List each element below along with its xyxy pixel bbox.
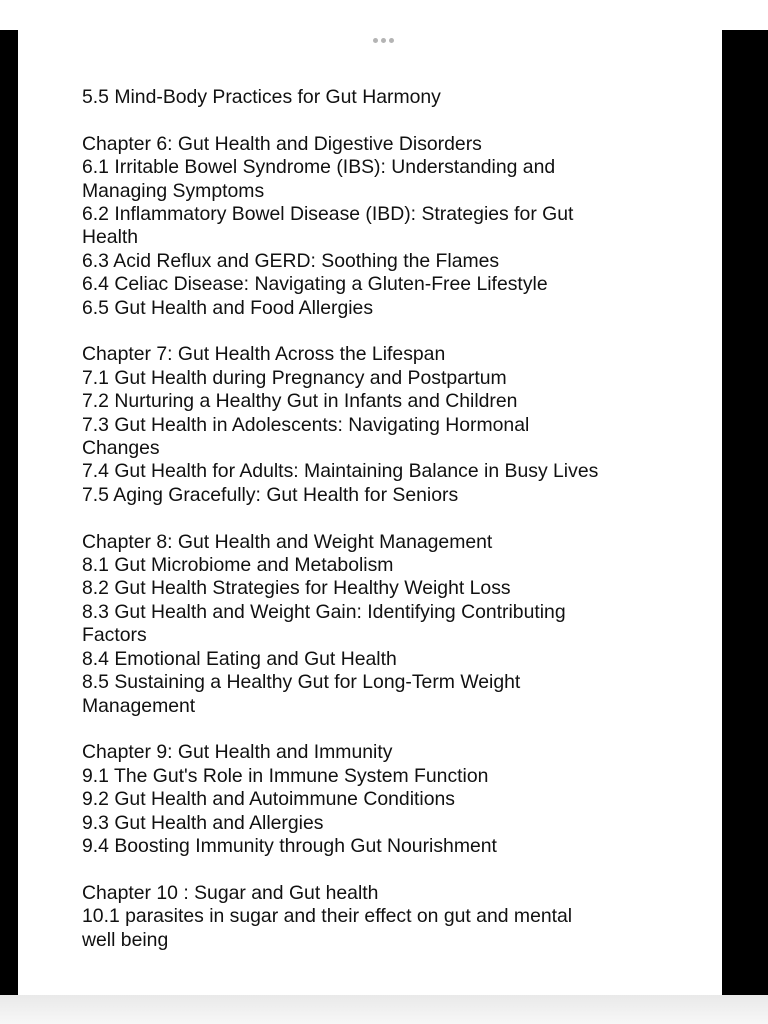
bottom-shade <box>0 995 768 1024</box>
section-title-line: 8.4 Emotional Eating and Gut Health <box>82 647 397 670</box>
toc-entry <box>82 460 702 483</box>
section-title-line: 7.5 Aging Gracefully: Gut Health for Seniors <box>82 483 459 506</box>
section-title-line: 6.1 Irritable Bowel Syndrome (IBS): Understanding and <box>82 156 556 179</box>
section-title-line: 5.5 Mind-Body Practices for Gut Harmony <box>82 86 441 108</box>
section-gap <box>82 109 702 132</box>
section-title-line: Factors <box>82 624 147 647</box>
section-title-line: 9.1 The Gut's Role in Immune System Function <box>82 764 489 787</box>
toc-entry <box>82 273 702 296</box>
chapter-heading <box>82 133 702 156</box>
toc-entry <box>82 367 702 390</box>
section-gap <box>82 858 702 881</box>
chapter-heading <box>82 531 702 554</box>
toc-entry <box>82 390 702 413</box>
section-title-line: 7.4 Gut Health for Adults: Maintaining Balance in Busy Lives <box>82 460 599 483</box>
section-title-line: Health <box>82 226 139 249</box>
section-title-line: 8.5 Sustaining a Healthy Gut for Long-Term Weight <box>82 671 521 694</box>
toc-entry <box>82 905 702 952</box>
toc-entry <box>82 203 702 250</box>
toc-entry <box>82 788 702 811</box>
section-title-line: Changes <box>82 437 160 460</box>
toc-entry <box>82 250 702 273</box>
section-gap <box>82 320 702 343</box>
section-gap <box>82 507 702 530</box>
section-title-line: Management <box>82 694 196 717</box>
chapter-title-line: Chapter 10 : Sugar and Gut health <box>82 881 379 904</box>
section-title-line: 7.3 Gut Health in Adolescents: Navigating Hormonal <box>82 413 530 436</box>
section-title-line: 9.4 Boosting Immunity through Gut Nourishment <box>82 834 497 857</box>
left-border <box>0 30 18 995</box>
chapter-title-line: Chapter 7: Gut Health Across the Lifespan <box>82 343 446 366</box>
section-title-line: 10.1 parasites in sugar and their effect on gut and mental <box>82 905 573 928</box>
dot <box>381 38 386 43</box>
chapter-heading <box>82 882 702 905</box>
chapter-heading <box>82 741 702 764</box>
section-title-line: 6.2 Inflammatory Bowel Disease (IBD): Strategies for Gut <box>82 203 574 226</box>
toc-entry <box>82 812 702 835</box>
section-title-line: 8.3 Gut Health and Weight Gain: Identifying Contributing <box>82 600 566 623</box>
toc-entry <box>82 577 702 600</box>
section-title-line: 9.2 Gut Health and Autoimmune Conditions <box>82 788 455 811</box>
section-title-line: 7.1 Gut Health during Pregnancy and Postpartum <box>82 366 507 389</box>
toc-entry <box>82 648 702 671</box>
toc-entry <box>82 554 702 577</box>
toc-entry <box>82 765 702 788</box>
section-title-line: 6.3 Acid Reflux and GERD: Soothing the Flames <box>82 249 500 272</box>
section-title-line: 6.4 Celiac Disease: Navigating a Gluten-Free Lifestyle <box>82 273 548 296</box>
toc-entry <box>82 297 702 320</box>
section-title-line: 8.1 Gut Microbiome and Metabolism <box>82 554 394 577</box>
chapter-heading <box>82 343 702 366</box>
section-title-line: well being <box>82 928 169 951</box>
section-title-line: Managing Symptoms <box>82 179 265 202</box>
section-gap <box>82 718 702 741</box>
table-of-contents <box>82 86 702 952</box>
toc-entry <box>82 601 702 648</box>
toc-entry <box>82 671 702 718</box>
section-title-line: 8.2 Gut Health Strategies for Healthy Weight Loss <box>82 577 511 600</box>
section-title-line: 9.3 Gut Health and Allergies <box>82 811 324 834</box>
toc-entry <box>82 414 702 461</box>
section-title-line: 7.2 Nurturing a Healthy Gut in Infants and Children <box>82 390 518 413</box>
section-title-line: 6.5 Gut Health and Food Allergies <box>82 296 374 319</box>
chapter-title-line: Chapter 8: Gut Health and Weight Management <box>82 530 493 553</box>
toc-entry <box>82 484 702 507</box>
more-horizontal-icon[interactable] <box>373 38 394 43</box>
toc-entry <box>82 156 702 203</box>
chapter-title-line: Chapter 9: Gut Health and Immunity <box>82 741 393 764</box>
chapter-title-line: Chapter 6: Gut Health and Digestive Disorders <box>82 132 482 155</box>
dot <box>389 38 394 43</box>
document-page[interactable] <box>18 30 722 995</box>
right-border <box>722 30 768 995</box>
dot <box>373 38 378 43</box>
toc-entry <box>82 86 702 109</box>
toc-entry <box>82 835 702 858</box>
